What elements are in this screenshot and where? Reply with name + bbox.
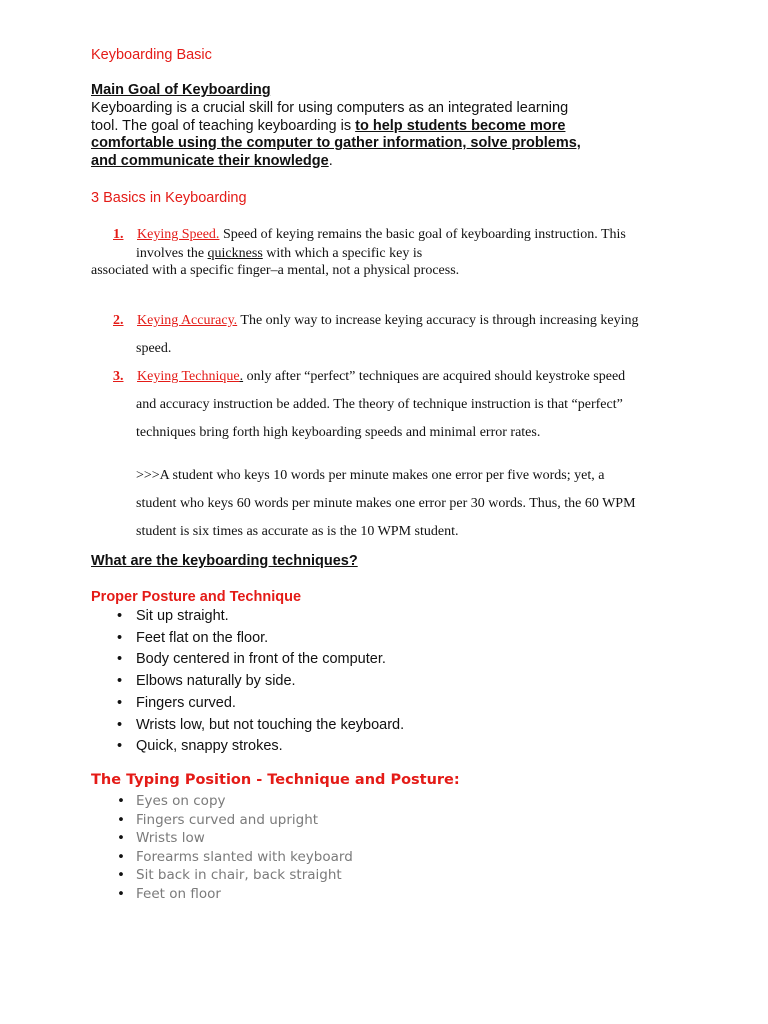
quickness-term: quickness	[207, 245, 263, 261]
basic-item-1-continuation: associated with a specific finger–a mental, not a physical process.	[91, 263, 460, 278]
typing-position-list	[113, 792, 353, 903]
item-text: with which a specific key is	[262, 245, 423, 261]
item-label: Keying Accuracy.	[137, 313, 238, 328]
main-goal-line-4	[91, 153, 651, 171]
item-text: involves the	[136, 245, 208, 261]
item-text: speed.	[136, 341, 172, 356]
basic-item-2	[113, 307, 639, 363]
item-text: only after “perfect” techniques are acquired should keystroke speed	[243, 369, 626, 384]
basic-item-3	[113, 363, 625, 447]
list-item: • Fingers curved and upright	[113, 811, 353, 830]
item-label: Keying Technique	[137, 369, 240, 384]
list-item: • Feet on floor	[113, 885, 353, 904]
list-item: • Feet flat on the floor.	[113, 628, 404, 650]
example-line-2: student who keys 60 words per minute makes one error per 30 words. Thus, the 60 WPM	[136, 496, 636, 511]
list-item: • Forearms slanted with keyboard	[113, 848, 353, 867]
typing-position-heading: The Typing Position - Technique and Posture:	[91, 772, 460, 788]
item-number: 1.	[113, 227, 124, 242]
main-goal-line-2-plain: tool. The goal of teaching keyboarding is	[91, 117, 356, 134]
list-item: • Sit back in chair, back straight	[113, 866, 353, 885]
main-goal-heading: Main Goal of Keyboarding	[91, 82, 271, 98]
item-number: 3.	[113, 369, 124, 384]
list-item: • Sit up straight.	[113, 606, 404, 628]
basic-item-1	[113, 226, 626, 263]
list-item: • Wrists low, but not touching the keyboard.	[113, 715, 404, 737]
main-goal-emphasis-1: to help students become more	[355, 117, 566, 134]
list-item: • Eyes on copy	[113, 792, 353, 811]
example-line-1: >>>A student who keys 10 words per minute makes one error per five words; yet, a	[136, 468, 605, 483]
list-item: • Wrists low	[113, 829, 353, 848]
wpm-example	[136, 462, 636, 546]
item-text: Speed of keying remains the basic goal of keyboarding instruction. This	[219, 227, 626, 242]
posture-heading: Proper Posture and Technique	[91, 589, 302, 605]
item-number: 2.	[113, 313, 124, 328]
item-text: and accuracy instruction be added. The theory of technique instruction is that “perfect”	[136, 397, 623, 412]
main-goal-period: .	[328, 152, 333, 169]
example-line-3: student is six times as accurate as is the 10 WPM student.	[136, 524, 459, 539]
list-item: • Elbows naturally by side.	[113, 671, 404, 693]
list-item: • Quick, snappy strokes.	[113, 736, 404, 758]
main-goal-emphasis-3: and communicate their knowledge	[91, 152, 329, 169]
document-title: Keyboarding Basic	[91, 47, 212, 63]
techniques-heading: What are the keyboarding techniques?	[91, 553, 358, 569]
basics-heading: 3 Basics in Keyboarding	[91, 190, 247, 206]
item-text: techniques bring forth high keyboarding speeds and minimal error rates.	[136, 425, 541, 440]
list-item: • Body centered in front of the computer.	[113, 649, 404, 671]
item-label: Keying Speed.	[137, 227, 220, 242]
main-goal-line-1: Keyboarding is a crucial skill for using computers as an integrated learning	[91, 100, 569, 116]
main-goal-line-2	[91, 118, 651, 136]
item-label-dot: .	[239, 369, 244, 384]
item-text: The only way to increase keying accuracy is through increasing keying	[237, 313, 639, 328]
main-goal-emphasis-2: comfortable using the computer to gather information, solve problems,	[91, 135, 581, 151]
main-goal-paragraph	[91, 100, 651, 170]
posture-list	[113, 606, 404, 758]
list-item: • Fingers curved.	[113, 693, 404, 715]
